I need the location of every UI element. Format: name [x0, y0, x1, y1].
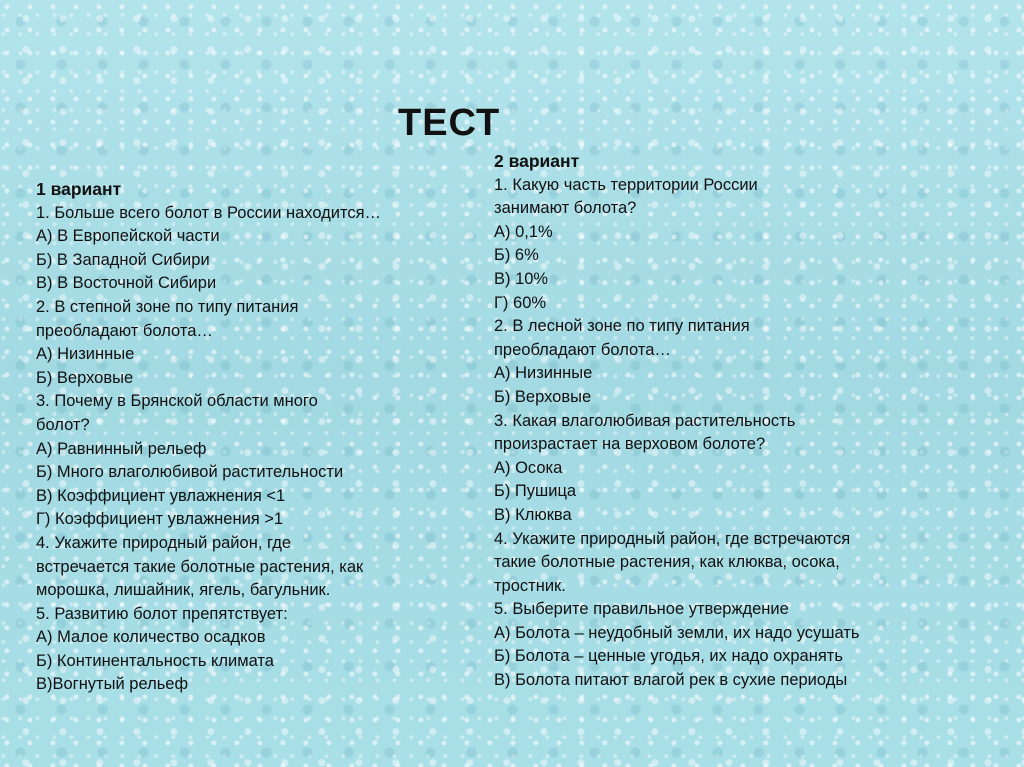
- variant-2-line: 1. Какую часть территории России: [494, 175, 758, 194]
- variant-1-line: болот?: [36, 415, 90, 434]
- variant-2-line: 4. Укажите природный район, где встречаются: [494, 529, 851, 548]
- variant-2-line: А) Низинные: [494, 364, 593, 383]
- variant-1-line: Б) Много влаголюбивой растительности: [36, 463, 344, 482]
- variant-1-line: Б) В Западной Сибири: [36, 250, 210, 269]
- variant-2-line: тростник.: [494, 576, 566, 595]
- variant-1-line: 2. В степной зоне по типу питания: [36, 297, 299, 316]
- variant-1-line: морошка, лишайник, ягель, багульник.: [36, 581, 331, 600]
- variant-2-line: произрастает на верховом болоте?: [494, 435, 766, 454]
- variant-1-line: встречается такие болотные растения, как: [36, 557, 364, 576]
- variant-2-line: Б) Верховые: [494, 387, 592, 406]
- variant-2-line: Б) Пушица: [494, 482, 577, 501]
- variant-1-line: А) Малое количество осадков: [36, 628, 266, 647]
- variant-2-line: А) Осока: [494, 458, 563, 477]
- variant-1-line: Б) Верховые: [36, 368, 134, 387]
- variant-1-line: 4. Укажите природный район, где: [36, 533, 292, 552]
- variant-1-line: 1. Больше всего болот в России находится…: [36, 203, 382, 222]
- variant-1-line: В)Вогнутый рельеф: [36, 675, 189, 694]
- variant-1-line: преобладают болота…: [36, 321, 213, 340]
- variant-1-line: 3. Почему в Брянской области много: [36, 392, 318, 411]
- variant-1-line: А) Низинные: [36, 345, 135, 364]
- variant-1-line: Б) Континентальность климата: [36, 651, 274, 670]
- page-title: ТЕСТ: [398, 102, 501, 144]
- variant-1-block: [36, 178, 496, 697]
- variant-2-line: В) Клюква: [494, 505, 572, 524]
- variant-2-line: А) Болота – неудобный земли, их надо усушать: [494, 623, 860, 642]
- variant-1-line: 5. Развитию болот препятствует:: [36, 604, 288, 623]
- variant-2-line: 3. Какая влаголюбивая растительность: [494, 411, 796, 430]
- variant-2-line: В) 10%: [494, 269, 549, 288]
- variant-2-line: Б) Болота – ценные угодья, их надо охранять: [494, 647, 843, 666]
- variant-2-line: преобладают болота…: [494, 340, 671, 359]
- variant-1-line: А) В Европейской части: [36, 227, 220, 246]
- variant-1-line: В) В Восточной Сибири: [36, 274, 217, 293]
- variant-2-line: занимают болота?: [494, 199, 637, 218]
- variant-1-line: А) Равнинный рельеф: [36, 439, 207, 458]
- variant-2-line: А) 0,1%: [494, 222, 553, 241]
- variant-1-heading: 1 вариант: [36, 179, 122, 199]
- variant-2-line: В) Болота питают влагой рек в сухие периоды: [494, 671, 848, 690]
- variant-2-line: Г) 60%: [494, 293, 547, 312]
- variant-1-line: Г) Коэффициент увлажнения >1: [36, 510, 284, 529]
- variant-2-block: [494, 150, 1014, 693]
- variant-2-line: такие болотные растения, как клюква, осока,: [494, 553, 840, 572]
- variant-2-line: Б) 6%: [494, 246, 539, 265]
- variant-1-line: В) Коэффициент увлажнения <1: [36, 486, 286, 505]
- variant-2-heading: 2 вариант: [494, 151, 580, 171]
- variant-2-line: 5. Выберите правильное утверждение: [494, 600, 789, 619]
- variant-2-line: 2. В лесной зоне по типу питания: [494, 317, 750, 336]
